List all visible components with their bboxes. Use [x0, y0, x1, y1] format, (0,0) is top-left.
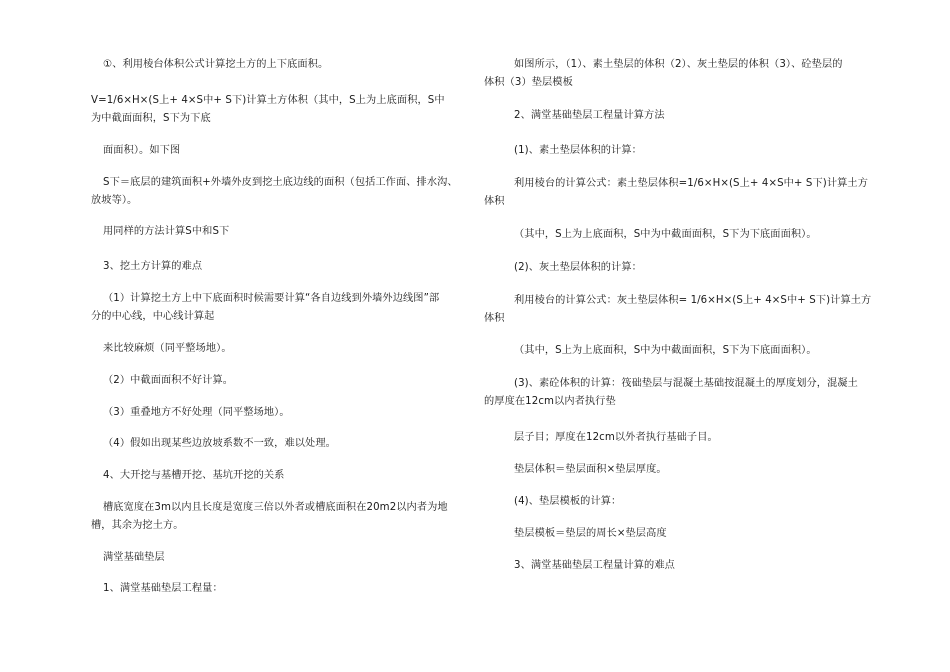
paragraph-line: 如图所示，（1）、素土垫层的体积（2）、灰土垫层的体积（3）、砼垫层的: [514, 59, 843, 70]
paragraph-line: 放坡等）。: [91, 195, 138, 206]
paragraph: 来比较麻烦（同平整场地）。: [103, 343, 232, 354]
paragraph: ①、利用棱台体积公式计算挖土方的上下底面积。: [103, 59, 329, 70]
paragraph-line: V=1/6×H×(S上+ 4×S中+ S下)计算土方体积（其中，S上为上底面积，S中: [91, 95, 445, 106]
paragraph: （3）重叠地方不好处理（同平整场地）。: [103, 407, 290, 418]
section-heading: 3、满堂基础垫层工程量计算的难点: [514, 560, 675, 571]
paragraph: （4）假如出现某些边放坡系数不一致，难以处理。: [103, 438, 336, 449]
paragraph: 垫层体积＝垫层面积×垫层厚度。: [514, 464, 667, 475]
paragraph-line: 体积（3）垫层模板: [484, 77, 573, 88]
paragraph: （其中，S上为上底面积，S中为中截面面积，S下为下底面面积）。: [514, 345, 817, 356]
paragraph-line: 利用棱台的计算公式：灰土垫层体积= 1/6×H×(S上+ 4×S中+ S下)计算土方: [514, 295, 872, 306]
paragraph: (4)、垫层模板的计算：: [514, 496, 622, 507]
paragraph: 面面积）。如下图: [103, 145, 181, 156]
section-heading: 3、挖土方计算的难点: [103, 261, 203, 272]
paragraph: （其中，S上为上底面积，S中为中截面面积，S下为下底面面积）。: [514, 229, 817, 240]
section-heading: 1、满堂基础垫层工程量：: [103, 583, 223, 594]
paragraph-line: 利用棱台的计算公式：素土垫层体积=1/6×H×(S上+ 4×S中+ S下)计算土方: [514, 178, 868, 189]
paragraph: 用同样的方法计算S中和S下: [103, 226, 230, 237]
paragraph-line: 槽，其余为挖土方。: [91, 520, 184, 531]
paragraph: (2)、灰土垫层体积的计算：: [514, 262, 642, 273]
paragraph-line: (3)、素砼体积的计算：筏础垫层与混凝土基础按混凝土的厚度划分，混凝土: [514, 378, 858, 389]
paragraph-line: 的厚度在12cm以内者执行垫: [484, 396, 616, 407]
section-heading: 2、满堂基础垫层工程量计算方法: [514, 110, 665, 121]
paragraph-line: 为中截面面积，S下为下底: [91, 113, 211, 124]
section-heading: 满堂基础垫层: [103, 552, 165, 563]
paragraph: 层子目；厚度在12cm以外者执行基础子目。: [514, 432, 718, 443]
paragraph-line: 体积: [484, 313, 505, 324]
paragraph-line: 槽底宽度在3m以内且长度是宽度三倍以外者或槽底面积在20m2以内者为地: [103, 502, 448, 513]
section-heading: 4、大开挖与基槽开挖、基坑开挖的关系: [103, 470, 285, 481]
paragraph-line: 体积: [484, 196, 505, 207]
paragraph: （2）中截面面积不好计算。: [103, 375, 234, 386]
paragraph-line: （1）计算挖土方上中下底面积时候需要计算“各自边线到外墙外边线图”部: [103, 293, 440, 304]
paragraph-line: 分的中心线，中心线计算起: [91, 311, 215, 322]
paragraph: (1)、素土垫层体积的计算：: [514, 145, 642, 156]
paragraph-line: S下＝底层的建筑面积+外墙外皮到挖土底边线的面积（包括工作面、排水沟、: [103, 177, 458, 188]
paragraph: 垫层模板＝垫层的周长×垫层高度: [514, 528, 667, 539]
